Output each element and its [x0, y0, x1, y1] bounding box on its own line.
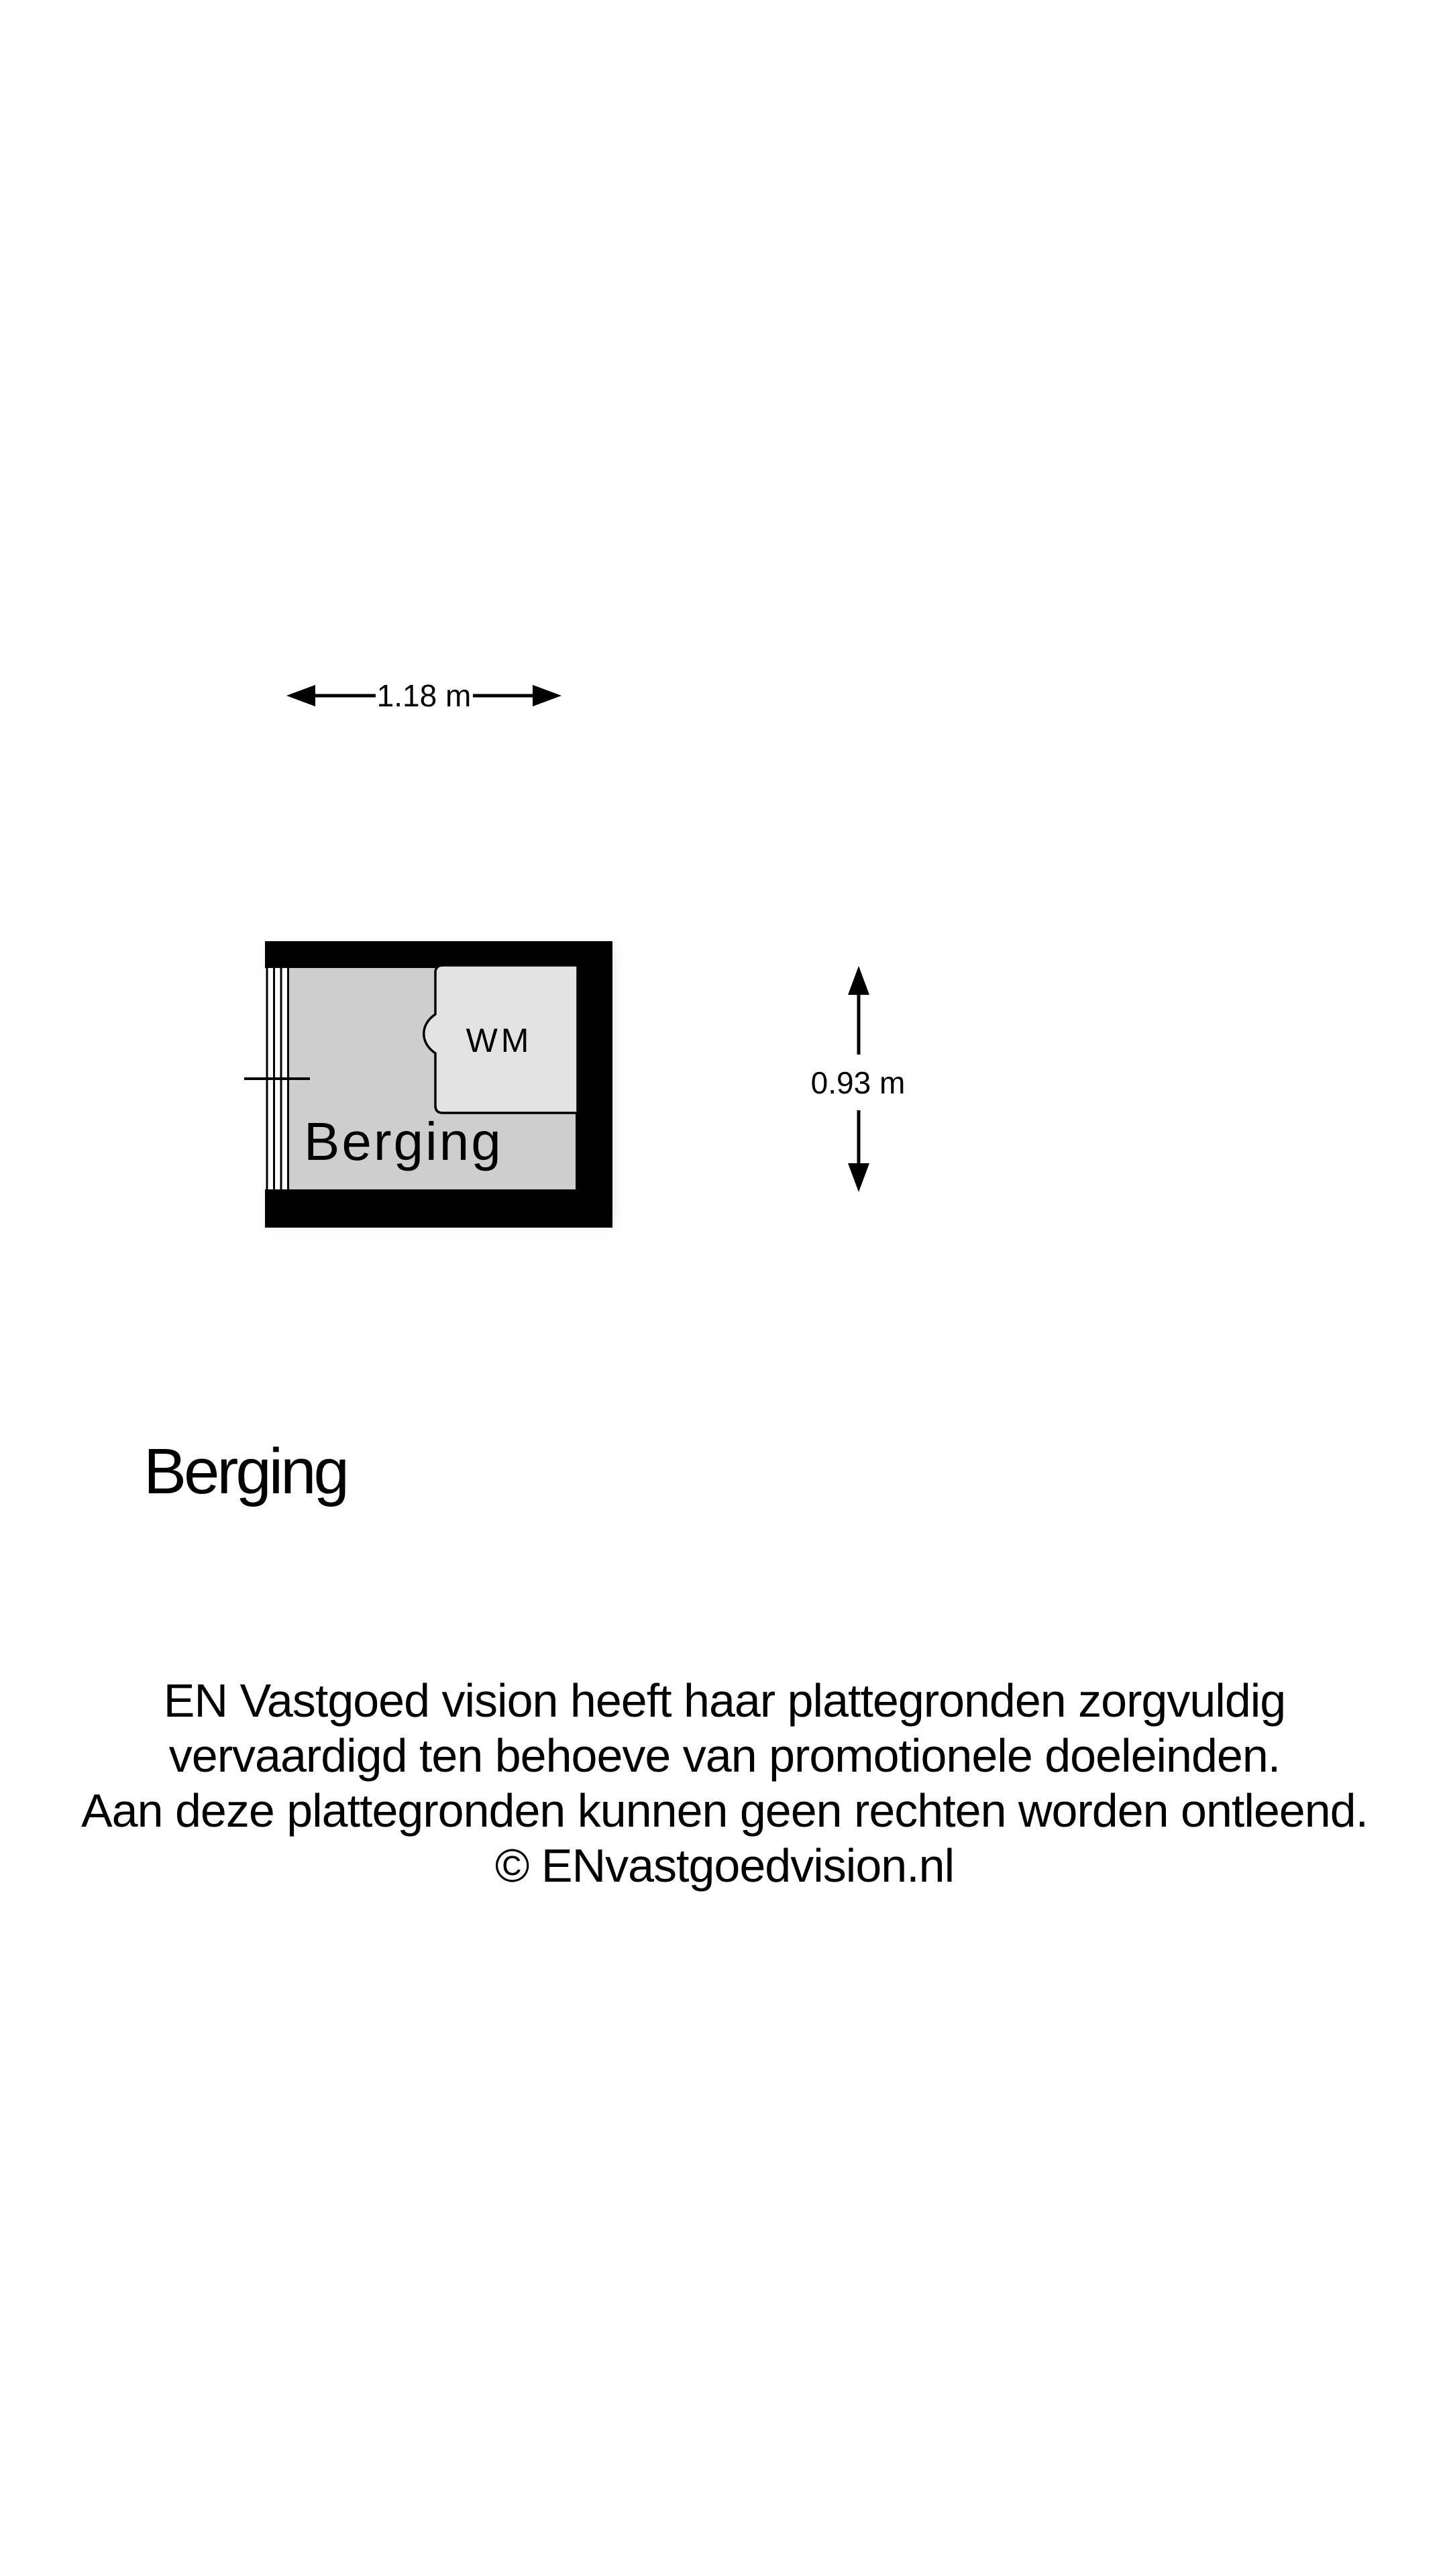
disclaimer-copyright: © ENvastgoedvision.nl: [494, 1839, 955, 1892]
arrow-down-icon: [848, 1163, 869, 1192]
arrow-left-icon: [286, 685, 315, 706]
height-dimension-label: 0.93 m: [810, 1065, 906, 1100]
wall-top: [265, 941, 612, 968]
disclaimer-line: Aan deze plattegronden kunnen geen rechten worden ontleend.: [80, 1784, 1368, 1837]
height-dimension: [811, 966, 906, 1192]
page-title: Berging: [144, 1436, 347, 1507]
disclaimer: [0, 1673, 1449, 1893]
width-dimension: [286, 678, 561, 713]
disclaimer-line: EN Vastgoed vision heeft haar plattegronden zorgvuldig: [163, 1674, 1286, 1727]
wall-bottom: [265, 1189, 612, 1228]
width-dimension-label: 1.18 m: [376, 678, 472, 713]
wall-right: [576, 941, 612, 1228]
arrow-up-icon: [848, 966, 869, 995]
arrow-right-icon: [533, 685, 561, 706]
disclaimer-line: vervaardigd ten behoeve van promotionele doeleinden.: [168, 1729, 1281, 1782]
appliance-label: WM: [466, 1022, 533, 1059]
room-label: Berging: [304, 1112, 503, 1171]
